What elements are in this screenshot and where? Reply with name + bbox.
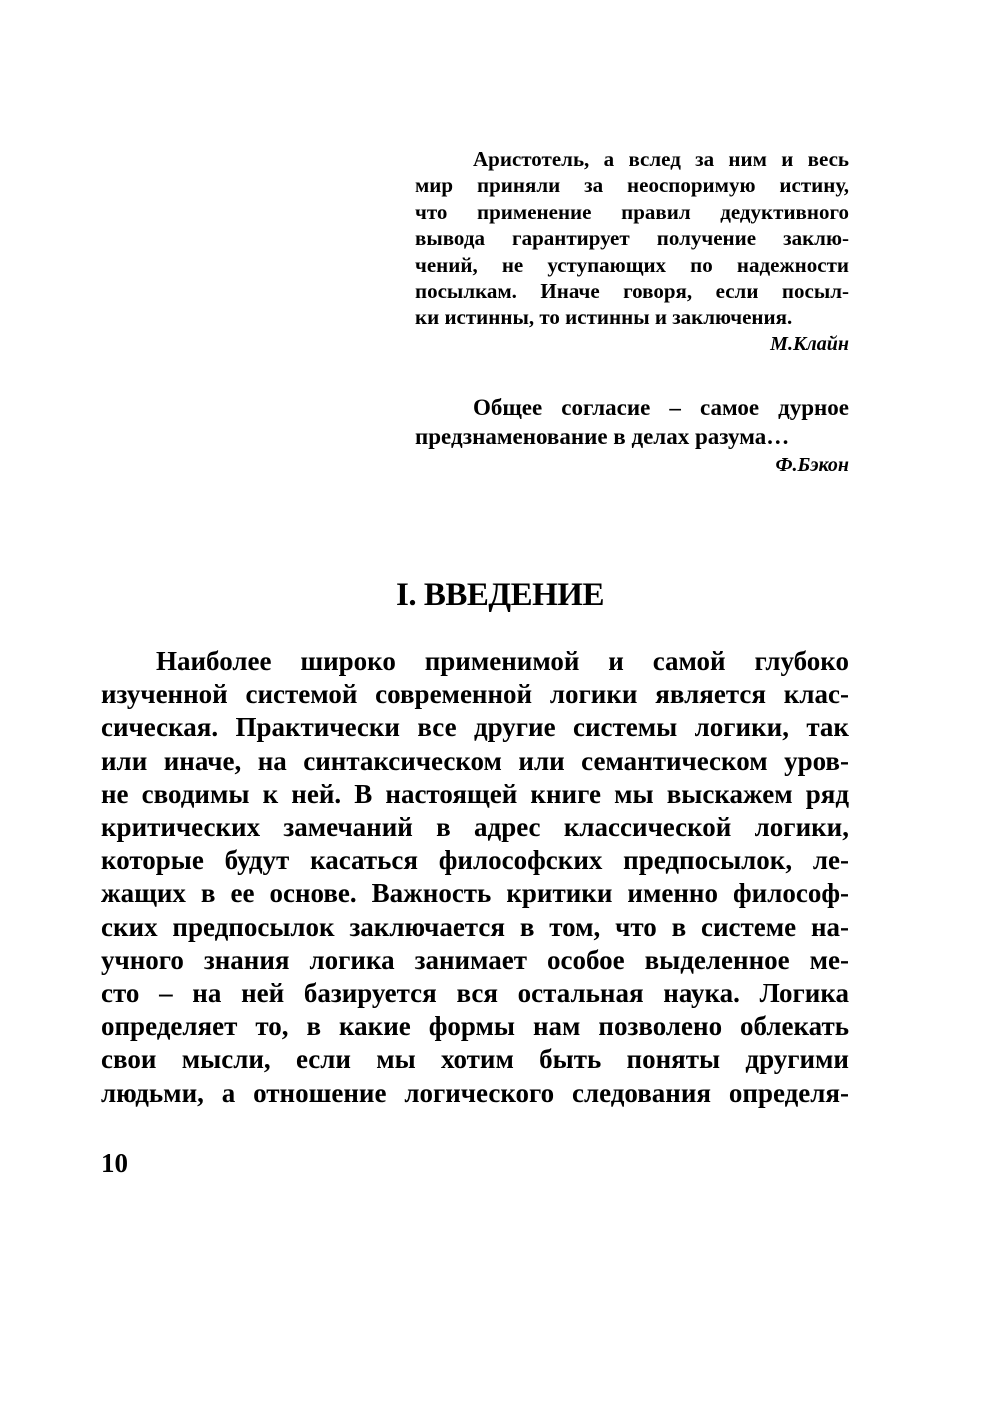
body-paragraph <box>101 645 849 1110</box>
epigraph-line: что применение правил дедуктивного <box>415 199 849 224</box>
body-line: людьми, а отношение логического следования определя- <box>101 1077 849 1108</box>
body-line: свои мысли, если мы хотим быть поняты другими <box>101 1044 849 1075</box>
body-line: критических замечаний в адрес классической логики, <box>101 812 849 843</box>
epigraph-line: Аристотель, а вслед за ним и весь <box>473 147 849 171</box>
epigraph-line: ки истинны, то истинны и заключения. <box>415 305 793 330</box>
epigraph-bacon <box>415 393 849 480</box>
epigraph-author: М.Клайн <box>770 332 849 355</box>
epigraph-line: вывода гарантирует получение заклю- <box>415 226 849 251</box>
epigraph-line: мир приняли за неоспоримую истину, <box>415 173 849 198</box>
epigraph-line: Общее согласие – самое дурное <box>473 395 849 420</box>
body-line: определяет то, в какие формы нам позволено облекать <box>101 1011 849 1042</box>
epigraph-kline <box>415 146 849 357</box>
body-line: жащих в ее основе. Важность критики именно философ- <box>101 878 849 909</box>
body-line: сто – на ней базируется вся остальная наука. Логика <box>101 978 849 1009</box>
epigraph-author: Ф.Бэкон <box>775 454 849 476</box>
body-line: изученной системой современной логики является клас- <box>101 679 849 710</box>
epigraph-line: чений, не уступающих по надежности <box>415 252 849 277</box>
body-line: ских предпосылок заключается в том, что в системе на- <box>101 911 849 942</box>
chapter-title: I. ВВЕДЕНИЕ <box>396 577 604 613</box>
page-number: 10 <box>101 1148 128 1178</box>
body-line: не сводимы к ней. В настоящей книге мы выскажем ряд <box>101 778 849 809</box>
epigraph-line: посылкам. Иначе говоря, если посыл- <box>415 279 849 304</box>
body-line: или иначе, на синтаксическом или семантическом уров- <box>101 745 849 776</box>
body-line: сическая. Практически все другие системы логики, так <box>101 712 849 743</box>
body-line: Наиболее широко применимой и самой глубоко <box>156 646 849 676</box>
body-line: которые будут касаться философских предпосылок, ле- <box>101 845 849 876</box>
epigraph-line: предзнаменование в делах разума… <box>415 424 790 449</box>
body-line: учного знания логика занимает особое выделенное ме- <box>101 944 849 975</box>
